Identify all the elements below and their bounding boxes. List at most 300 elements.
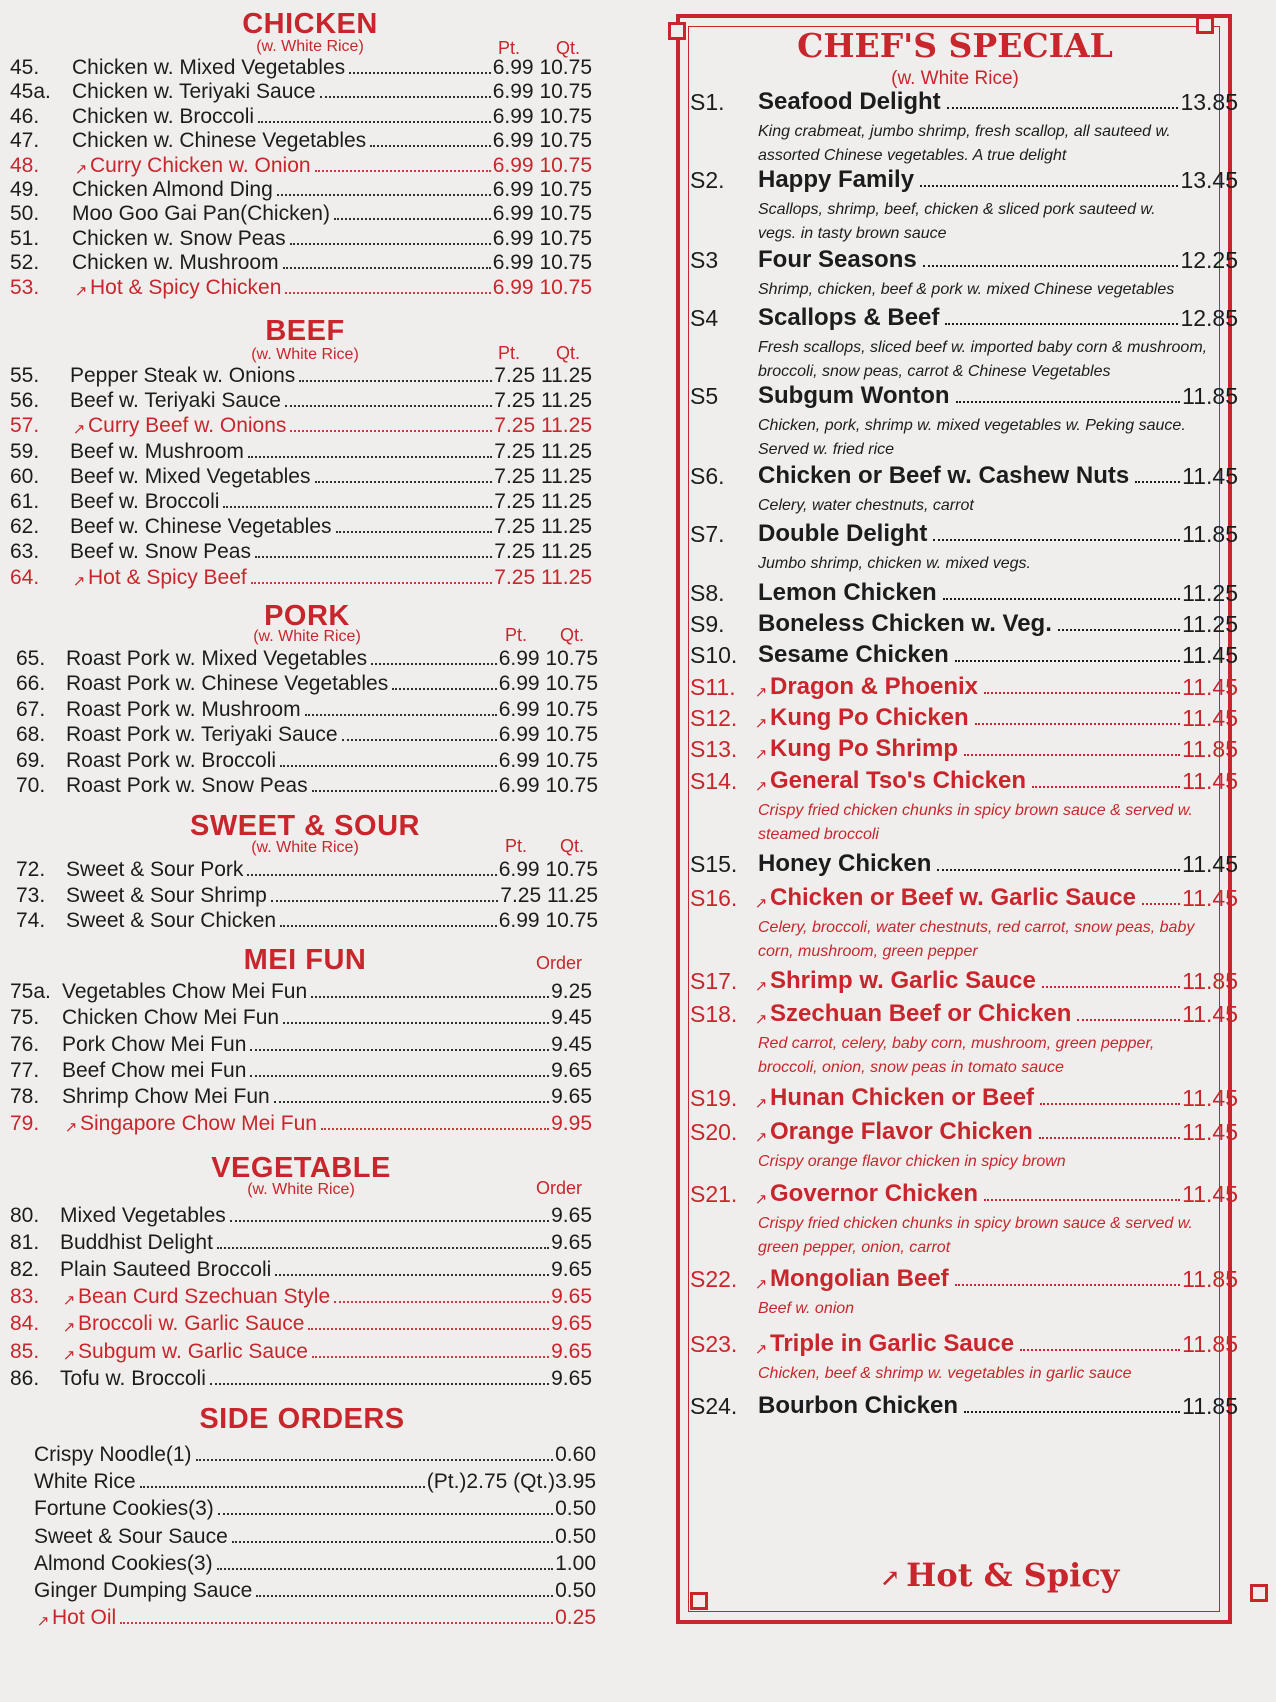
item-name: Chicken Chow Mei Fun (62, 1006, 280, 1030)
item-name: Kung Po Shrimp (770, 735, 958, 762)
col-header-qt: Qt. (556, 38, 581, 58)
item-price: 7.25 11.25 (494, 540, 592, 564)
dot-leader (248, 456, 492, 458)
chef-special-row (690, 702, 1238, 732)
item-number: 64. (10, 565, 40, 589)
item-price: 0.50 (555, 1579, 596, 1602)
menu-item-row (16, 645, 598, 671)
item-price: 11.45 (1182, 1085, 1238, 1111)
menu-item-row (10, 127, 592, 153)
item-name: Vegetables Chow Mei Fun (62, 980, 308, 1003)
item-number: 73. (16, 883, 46, 907)
chili-pepper-icon: ↗ (754, 1276, 768, 1293)
dot-leader (937, 869, 1180, 871)
chili-pepper-icon: ↗ (754, 895, 768, 912)
menu-item-row (10, 78, 592, 104)
item-price: 6.99 10.75 (498, 647, 598, 670)
dot-leader (955, 660, 1180, 662)
dot-leader (392, 688, 497, 690)
chef-special-row (690, 1328, 1238, 1358)
chef-special-row (690, 765, 1238, 795)
item-price: 6.99 10.75 (492, 56, 592, 79)
item-number: 45. (10, 56, 40, 79)
dot-leader (320, 96, 491, 98)
frame-corner-ornament (668, 22, 686, 40)
item-number: 52. (10, 251, 40, 275)
item-number: 84. (10, 1312, 40, 1336)
col-header-pt: Pt. (505, 625, 528, 645)
dot-leader (223, 506, 492, 508)
item-description: Chicken, pork, shrimp w. mixed vegetables w. Peking sauce. (758, 417, 1186, 434)
item-name: Moo Goo Gai Pan(Chicken) (72, 202, 330, 226)
item-code: S2. (690, 167, 725, 193)
item-price: 11.85 (1182, 521, 1238, 547)
item-number: 65. (16, 647, 46, 670)
item-price: 11.45 (1182, 674, 1238, 700)
item-name: Hunan Chicken or Beef (770, 1084, 1035, 1111)
section-title-sweet-sour: SWEET & SOUR (190, 810, 420, 842)
dot-leader (334, 1301, 549, 1303)
chef-special-row (690, 671, 1238, 701)
item-name: Four Seasons (758, 246, 917, 273)
item-number: 45a. (10, 80, 51, 104)
item-name: Chicken w. Mixed Vegetables (72, 56, 346, 79)
item-price: 7.25 11.25 (494, 515, 592, 539)
menu-item-row (10, 488, 592, 514)
item-name: Tofu w. Broccoli (60, 1366, 206, 1390)
item-name: Roast Pork w. Mixed Vegetables (66, 647, 368, 670)
col-header-qt: Qt. (560, 625, 585, 645)
dot-leader (984, 692, 1180, 694)
menu-item-row (14, 1604, 596, 1630)
item-price: 11.85 (1182, 1331, 1238, 1357)
col-header-pt: Pt. (505, 836, 528, 856)
item-description: King crabmeat, jumbo shrimp, fresh scallop, all sauteed w. (758, 123, 1171, 140)
item-number: 56. (10, 389, 40, 413)
item-description: steamed broccoli (758, 826, 879, 843)
col-header-qt: Qt. (560, 836, 585, 856)
item-number: 49. (10, 178, 40, 201)
dot-leader (196, 1459, 554, 1461)
item-name: Sweet & Sour Chicken (66, 909, 277, 932)
menu-item-row (16, 721, 598, 747)
chili-pepper-icon: ↗︎ (880, 1563, 901, 1592)
dot-leader (984, 1199, 1180, 1201)
dot-leader (334, 218, 491, 220)
item-number: 53. (10, 275, 40, 299)
item-name: Chicken w. Mushroom (72, 251, 279, 275)
dot-leader (275, 1274, 549, 1276)
dot-leader (312, 790, 497, 792)
item-price: 6.99 10.75 (492, 226, 592, 250)
dot-leader (210, 1383, 549, 1385)
item-price: 7.25 11.25 (494, 490, 592, 513)
item-price: 6.99 10.75 (492, 80, 592, 104)
item-price: 9.65 (551, 1085, 592, 1109)
item-name: Shrimp Chow Mei Fun (62, 1085, 270, 1109)
legend-label: Hot & Spicy (906, 1556, 1120, 1594)
dot-leader (305, 714, 497, 716)
chili-pepper-icon: ↗ (74, 282, 88, 300)
item-price: 11.45 (1182, 1001, 1238, 1027)
item-price: 0.50 (555, 1497, 596, 1521)
chili-pepper-icon: ↗ (754, 978, 768, 995)
item-number: 69. (16, 748, 46, 772)
item-name: Subgum Wonton (758, 382, 950, 409)
item-price: 9.95 (551, 1111, 592, 1135)
item-price: 11.25 (1182, 580, 1238, 606)
item-number: 78. (10, 1085, 40, 1109)
item-code: S24. (690, 1393, 738, 1419)
item-name: Happy Family (758, 166, 915, 193)
item-price: 6.99 10.75 (492, 104, 592, 128)
item-name: Plain Sauteed Broccoli (60, 1258, 272, 1282)
menu-item-row (14, 1495, 596, 1521)
dot-leader (945, 323, 1178, 325)
item-price: 11.85 (1182, 1393, 1238, 1419)
item-name: Broccoli w. Garlic Sauce (78, 1312, 305, 1336)
dot-leader (943, 598, 1180, 600)
item-price: 9.45 (551, 1006, 592, 1030)
chili-pepper-icon: ↗ (754, 746, 768, 763)
chili-pepper-icon: ↗ (754, 1129, 768, 1146)
item-price: 7.25 11.25 (494, 389, 592, 413)
menu-item-row (10, 463, 592, 489)
dot-leader (283, 1022, 549, 1024)
item-price: 7.25 11.25 (494, 364, 592, 387)
item-code: S17. (690, 968, 738, 994)
item-price: 11.25 (1182, 611, 1238, 637)
item-name: Roast Pork w. Broccoli (66, 748, 277, 772)
chili-pepper-icon: ↗ (754, 1011, 768, 1028)
item-price: 7.25 11.25 (494, 464, 592, 488)
item-price: 11.85 (1182, 1266, 1238, 1292)
menu-item-row (16, 882, 598, 908)
item-name: Honey Chicken (758, 850, 932, 877)
item-name: Governor Chicken (770, 1180, 979, 1207)
dot-leader (336, 531, 493, 533)
item-name: Fortune Cookies(3) (34, 1497, 214, 1521)
item-number: 57. (10, 414, 40, 438)
dot-leader (255, 556, 492, 558)
dot-leader (285, 292, 490, 294)
chili-pepper-icon: ↗ (36, 1613, 50, 1631)
item-name: Mixed Vegetables (60, 1204, 226, 1227)
item-name: Roast Pork w. Teriyaki Sauce (66, 723, 338, 747)
menu-item-row (10, 176, 592, 202)
menu-item-row (10, 1031, 592, 1057)
chef-special-row (690, 998, 1238, 1028)
item-code: S22. (690, 1266, 738, 1292)
left-column (0, 0, 600, 1702)
chef-special-row (690, 848, 1238, 878)
menu-item-row (16, 772, 598, 798)
dot-leader (956, 401, 1181, 403)
col-header-qt: Qt. (556, 343, 581, 363)
item-number: 86. (10, 1366, 40, 1390)
item-price: 7.25 11.25 (494, 565, 592, 589)
item-number: 50. (10, 202, 40, 226)
chef-special-row (690, 733, 1238, 763)
item-name: Chicken or Beef w. Garlic Sauce (770, 884, 1136, 911)
item-number: 79. (10, 1111, 40, 1135)
item-price: 9.65 (551, 1339, 592, 1363)
item-description: Celery, water chestnuts, carrot (758, 497, 974, 514)
dot-leader (271, 900, 499, 902)
item-name: General Tso's Chicken (770, 767, 1027, 794)
item-name: Roast Pork w. Chinese Vegetables (66, 672, 389, 696)
item-price: 6.99 10.75 (498, 748, 598, 772)
section-title-chicken: CHICKEN (242, 8, 378, 40)
item-price: 6.99 10.75 (492, 129, 592, 153)
menu-item-row (14, 1441, 596, 1467)
item-code: S11. (690, 674, 736, 700)
item-number: 46. (10, 104, 40, 128)
chef-special-row (690, 608, 1238, 638)
menu-item-row (10, 1310, 592, 1336)
item-name: Curry Beef w. Onions (88, 414, 287, 438)
item-description: corn, mushroom, green pepper (758, 943, 978, 960)
menu-item-row (10, 1202, 592, 1228)
item-price: 11.45 (1182, 705, 1238, 731)
dot-leader (217, 1568, 554, 1570)
item-number: 77. (10, 1058, 40, 1082)
item-name: Roast Pork w. Snow Peas (66, 774, 308, 797)
menu-item-row (10, 1057, 592, 1083)
item-price: 1.00 (555, 1551, 596, 1575)
item-code: S18. (690, 1001, 738, 1027)
item-name: Curry Chicken w. Onion (90, 153, 311, 177)
item-price: 6.99 10.75 (498, 774, 598, 797)
dot-leader (1039, 1137, 1180, 1139)
item-price: 9.65 (551, 1312, 592, 1336)
dot-leader (923, 265, 1179, 267)
item-number: 81. (10, 1231, 40, 1255)
item-name: Boneless Chicken w. Veg. (758, 610, 1052, 637)
item-number: 55. (10, 364, 40, 387)
menu-item-row (10, 1365, 592, 1391)
item-price: 0.25 (555, 1606, 596, 1630)
item-name: Chicken w. Chinese Vegetables (72, 129, 367, 153)
item-number: 75. (10, 1006, 40, 1030)
item-price: 11.45 (1182, 768, 1238, 794)
item-name: Subgum w. Garlic Sauce (78, 1339, 308, 1363)
item-number: 83. (10, 1285, 40, 1309)
chef-special-subtitle: (w. White Rice) (891, 68, 1019, 89)
dot-leader (933, 539, 1180, 541)
menu-item-row (10, 225, 592, 251)
menu-item-row (10, 412, 592, 438)
item-code: S10. (690, 642, 738, 668)
item-description: Chicken, beef & shrimp w. vegetables in garlic sauce (758, 1365, 1132, 1382)
chili-pepper-icon: ↗ (64, 1118, 78, 1136)
item-number: 61. (10, 490, 40, 513)
dot-leader (1040, 1103, 1180, 1105)
item-name: Chicken Almond Ding (72, 178, 273, 201)
chili-pepper-icon: ↗ (754, 684, 768, 701)
chili-pepper-icon: ↗ (754, 1191, 768, 1208)
dot-leader (120, 1622, 553, 1624)
item-name: White Rice (34, 1470, 136, 1494)
item-number: 74. (16, 909, 46, 932)
item-number: 51. (10, 226, 40, 250)
menu-item-row (16, 670, 598, 696)
item-price: 12.25 (1180, 247, 1238, 273)
item-description: Beef w. onion (758, 1300, 855, 1317)
menu-item-row (14, 1523, 596, 1549)
item-name: Dragon & Phoenix (770, 673, 979, 700)
item-price: 7.25 11.25 (494, 439, 592, 463)
menu-item-row (10, 1338, 592, 1364)
item-price: 9.65 (551, 1204, 592, 1227)
item-price: 0.50 (555, 1524, 596, 1548)
item-number: 70. (16, 774, 46, 797)
dot-leader (217, 1247, 549, 1249)
item-name: Crispy Noodle(1) (34, 1443, 192, 1466)
chef-special-row (690, 639, 1238, 669)
menu-item-row (10, 362, 592, 388)
chili-pepper-icon: ↗ (72, 421, 86, 439)
item-number: 66. (16, 672, 46, 696)
chef-special-row (690, 577, 1238, 607)
item-code: S15. (690, 851, 738, 877)
item-number: 75a. (10, 980, 51, 1003)
item-price: 11.45 (1182, 1181, 1238, 1207)
item-code: S1. (690, 89, 725, 115)
item-description: Shrimp, chicken, beef & pork w. mixed Chinese vegetables (758, 281, 1175, 298)
chef-special-row (690, 1263, 1238, 1293)
chef-special-row (690, 1082, 1238, 1112)
item-name: Orange Flavor Chicken (770, 1118, 1033, 1145)
item-description: vegs. in tasty brown sauce (758, 225, 947, 242)
dot-leader (277, 194, 491, 196)
dot-leader (251, 582, 493, 584)
chili-pepper-icon: ↗ (754, 1341, 768, 1358)
item-name: Ginger Dumping Sauce (34, 1579, 253, 1602)
dot-leader (955, 1284, 1180, 1286)
chili-pepper-icon: ↗ (62, 1292, 76, 1310)
item-name: Buddhist Delight (60, 1231, 213, 1255)
item-number: 59. (10, 439, 40, 463)
chef-special-row (690, 965, 1238, 995)
item-code: S13. (690, 736, 738, 762)
menu-item-row (10, 152, 592, 178)
item-code: S12. (690, 705, 738, 731)
dot-leader (1142, 903, 1180, 905)
item-number: 60. (10, 464, 40, 488)
item-description: Scallops, shrimp, beef, chicken & sliced pork sauteed w. (758, 201, 1156, 218)
section-subtitle-beef: (w. White Rice) (251, 346, 359, 363)
item-name: Bean Curd Szechuan Style (78, 1285, 331, 1309)
menu-item-row (10, 1110, 592, 1136)
item-number: 63. (10, 540, 40, 564)
dot-leader (964, 1411, 1180, 1413)
chili-pepper-icon: ↗ (754, 715, 768, 732)
section-subtitle-sweet-sour: (w. White Rice) (251, 839, 359, 856)
item-price: 9.65 (551, 1231, 592, 1255)
dot-leader (140, 1486, 425, 1488)
hot-spicy-legend (880, 1556, 1119, 1594)
dot-leader (283, 267, 491, 269)
item-code: S3 (690, 247, 719, 273)
item-name: Triple in Garlic Sauce (770, 1330, 1015, 1357)
dot-leader (371, 663, 497, 665)
dot-leader (274, 1101, 549, 1103)
dot-leader (1135, 481, 1180, 483)
menu-item-row (14, 1468, 596, 1494)
dot-leader (285, 405, 492, 407)
item-code: S6. (690, 463, 725, 489)
chef-special-row (690, 164, 1238, 194)
chef-special-row (690, 882, 1238, 912)
item-name: Sesame Chicken (758, 641, 949, 668)
item-code: S21. (690, 1181, 738, 1207)
item-number: 85. (10, 1339, 40, 1363)
item-name: Shrimp w. Garlic Sauce (770, 967, 1036, 994)
menu-item-row (10, 978, 592, 1004)
item-name: Beef w. Chinese Vegetables (70, 515, 332, 539)
dot-leader (1077, 1019, 1180, 1021)
chef-special-title: CHEF'S SPECIAL (797, 26, 1113, 65)
item-price: 9.45 (551, 1032, 592, 1056)
chef-special-row (690, 86, 1238, 116)
menu-item-row (16, 747, 598, 773)
frame-corner-ornament (1250, 1584, 1268, 1602)
dot-leader (1020, 1349, 1180, 1351)
col-header-pt: Pt. (498, 343, 521, 363)
menu-item-row (10, 249, 592, 275)
item-name: Pork Chow Mei Fun (62, 1032, 247, 1056)
chef-special-row (690, 244, 1238, 274)
item-name: Beef w. Snow Peas (70, 540, 251, 564)
dot-leader (321, 1128, 549, 1130)
item-price: 6.99 10.75 (498, 723, 598, 747)
item-name: Chicken w. Snow Peas (72, 226, 286, 250)
menu-item-row (10, 1229, 592, 1255)
item-description: Jumbo shrimp, chicken w. mixed vegs. (758, 555, 1031, 572)
item-name: Hot & Spicy Beef (88, 565, 247, 589)
item-price: 11.85 (1182, 968, 1238, 994)
item-description: assorted Chinese vegetables. A true delight (758, 147, 1067, 164)
menu-item-row (10, 538, 592, 564)
item-number: 80. (10, 1204, 40, 1227)
item-name: Beef w. Mushroom (70, 439, 244, 463)
item-code: S7. (690, 521, 725, 547)
item-code: S23. (690, 1331, 738, 1357)
item-code: S14. (690, 768, 738, 794)
menu-item-row (14, 1550, 596, 1576)
chef-special-row (690, 302, 1238, 332)
dot-leader (920, 185, 1178, 187)
item-price: 6.99 10.75 (492, 275, 592, 299)
chili-pepper-icon: ↗ (754, 778, 768, 795)
dot-leader (280, 765, 497, 767)
chili-pepper-icon: ↗ (62, 1346, 76, 1364)
item-price: 9.65 (551, 1058, 592, 1082)
item-number: 62. (10, 515, 40, 539)
item-price: 9.65 (551, 1366, 592, 1390)
chili-pepper-icon: ↗ (62, 1319, 76, 1337)
item-description: broccoli, onion, snow peas in tomato sauce (758, 1059, 1064, 1076)
item-price: 6.99 10.75 (492, 202, 592, 226)
item-name: Lemon Chicken (758, 579, 937, 606)
item-price: 11.85 (1182, 383, 1238, 409)
menu-item-row (10, 274, 592, 300)
dot-leader (311, 996, 549, 998)
item-description: Fresh scallops, sliced beef w. imported baby corn & mushroom, (758, 339, 1208, 356)
dot-leader (947, 107, 1179, 109)
item-price: 9.65 (551, 1285, 592, 1309)
